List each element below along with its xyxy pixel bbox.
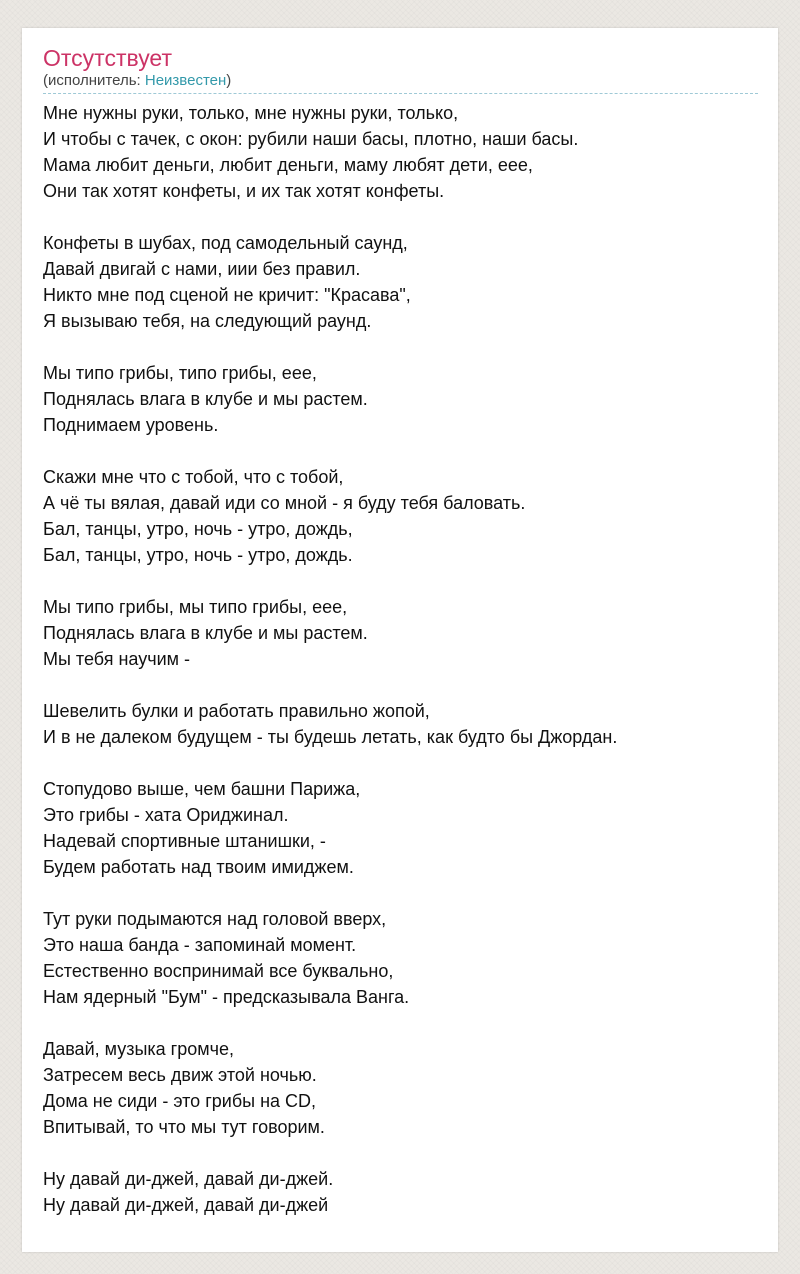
lyrics-stanza xyxy=(43,1166,758,1218)
lyrics-line: Поднимаем уровень. xyxy=(43,415,219,435)
lyrics-line: Мама любит деньги, любит деньги, маму любят дети, еее, xyxy=(43,155,533,175)
song-title: Отсутствует xyxy=(43,45,172,71)
lyrics-line: Затресем весь движ этой ночью. xyxy=(43,1065,317,1085)
artist-suffix: ) xyxy=(226,72,232,89)
lyrics-line: Они так хотят конфеты, и их так хотят конфеты. xyxy=(43,181,445,201)
lyrics-line: Никто мне под сценой не кричит: "Красава", xyxy=(43,285,411,305)
lyrics-line: Мне нужны руки, только, мне нужны руки, только, xyxy=(43,103,459,123)
lyrics-line: Мы типо грибы, типо грибы, еее, xyxy=(43,363,317,383)
lyrics-line: Поднялась влага в клубе и мы растем. xyxy=(43,389,368,409)
lyrics-line: Мы тебя научим - xyxy=(43,649,190,669)
lyrics-stanza xyxy=(43,776,758,880)
lyrics-stanza xyxy=(43,230,758,334)
lyrics-line: Будем работать над твоим имиджем. xyxy=(43,857,354,877)
lyrics-stanza xyxy=(43,906,758,1010)
lyrics-line: И чтобы с тачек, с окон: рубили наши басы, плотно, наши басы. xyxy=(43,129,579,149)
artist-line xyxy=(43,72,758,94)
lyrics-line: Поднялась влага в клубе и мы растем. xyxy=(43,623,368,643)
lyrics-stanza xyxy=(43,594,758,672)
lyrics-stanza xyxy=(43,464,758,568)
lyrics-line: Мы типо грибы, мы типо грибы, еее, xyxy=(43,597,348,617)
lyrics-stanza xyxy=(43,360,758,438)
lyrics-line: Я вызываю тебя, на следующий раунд. xyxy=(43,311,372,331)
lyrics-stanza xyxy=(43,698,758,750)
lyrics-line: Естественно воспринимай все буквально, xyxy=(43,961,394,981)
lyrics-line: Ну давай ди-джей, давай ди-джей. xyxy=(43,1169,334,1189)
lyrics-stanza xyxy=(43,100,758,204)
lyrics-line: Это грибы - хата Ориджинал. xyxy=(43,805,289,825)
artist-prefix: (исполнитель: xyxy=(43,72,145,89)
lyrics-line: Стопудово выше, чем башни Парижа, xyxy=(43,779,361,799)
lyrics-line: Давай, музыка громче, xyxy=(43,1039,235,1059)
lyrics-line: Бал, танцы, утро, ночь - утро, дождь, xyxy=(43,519,353,539)
lyrics-line: А чё ты вялая, давай иди со мной - я буду тебя баловать. xyxy=(43,493,526,513)
lyrics-line: Нам ядерный "Бум" - предсказывала Ванга. xyxy=(43,987,410,1007)
lyrics-line: Бал, танцы, утро, ночь - утро, дождь. xyxy=(43,545,353,565)
lyrics-line: Конфеты в шубах, под самодельный саунд, xyxy=(43,233,408,253)
artist-name-link[interactable]: Неизвестен xyxy=(144,72,227,89)
lyrics-line: Это наша банда - запоминай момент. xyxy=(43,935,357,955)
lyrics-line: Шевелить булки и работать правильно жопой, xyxy=(43,701,430,721)
lyrics-line: Давай двигай с нами, иии без правил. xyxy=(43,259,361,279)
lyrics-line: Скажи мне что с тобой, что с тобой, xyxy=(43,467,344,487)
lyrics-text xyxy=(43,100,758,1218)
lyrics-line: Дома не сиди - это грибы на CD, xyxy=(43,1091,317,1111)
lyrics-line: И в не далеком будущем - ты будешь летать, как будто бы Джордан. xyxy=(43,727,618,747)
lyrics-stanza xyxy=(43,1036,758,1140)
lyrics-line: Надевай спортивные штанишки, - xyxy=(43,831,326,851)
lyrics-card xyxy=(22,28,778,1252)
lyrics-line: Впитывай, то что мы тут говорим. xyxy=(43,1117,325,1137)
lyrics-line: Тут руки подымаются над головой вверх, xyxy=(43,909,387,929)
lyrics-line: Ну давай ди-джей, давай ди-джей xyxy=(43,1195,329,1215)
